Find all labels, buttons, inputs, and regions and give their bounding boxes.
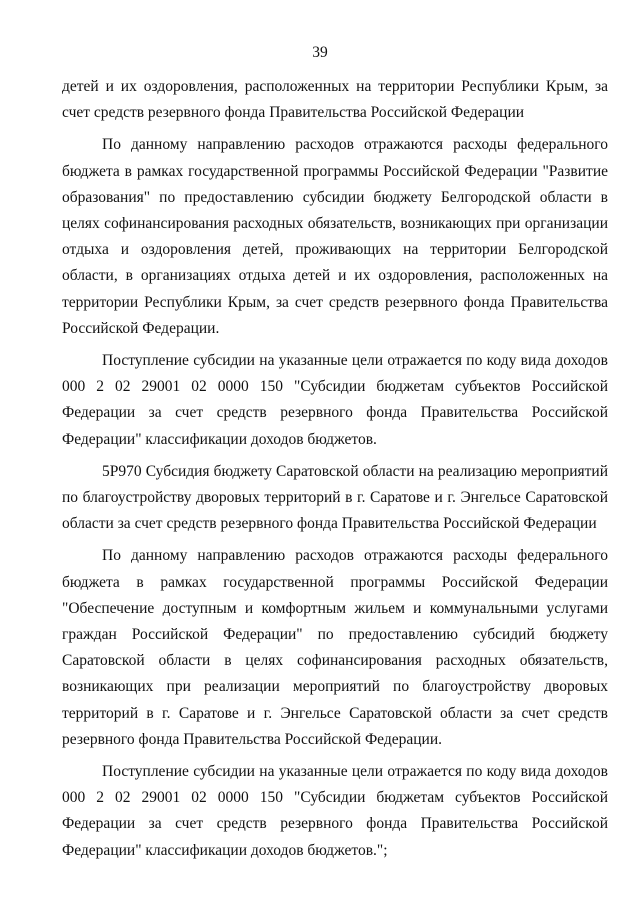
page-number: 39: [312, 44, 328, 61]
paragraph-continuation: детей и их оздоровления, расположенных на территории Республики Крым, за счет средств резервного фонда Правительства Российской Федерации: [62, 78, 608, 122]
document-body: [62, 74, 608, 864]
paragraph: Поступление субсидии на указанные цели отражается по коду вида доходов 000 2 02 29001 02 0000 150 "Субсидии бюджетам субъектов Российской Федерации за счет средств резервного фонда Правительства Российской Федерации" классификации доходов бюджетов.: [62, 352, 608, 448]
paragraph: Поступление субсидии на указанные цели отражается по коду вида доходов 000 2 02 29001 02 0000 150 "Субсидии бюджетам субъектов Российской Федерации за счет средств резервного фонда Правительства Российской Федерации" классификации доходов бюджетов.";: [62, 763, 608, 859]
paragraph: По данному направлению расходов отражаются расходы федерального бюджета в рамках государственной программы Российской Федерации "Обеспечение доступным и комфортным жильем и коммунальными услугами граждан Российской Федерации" по предоставлению субсидий бюджету Саратовской области в целях софинансирования расходных обязательств, возникающих при реализации мероприятий по благоустройству дворовых территорий в г. Саратове и г. Энгельсе Саратовской области за счет средств резервного фонда Правительства Российской Федерации.: [62, 547, 608, 748]
paragraph: По данному направлению расходов отражаются расходы федерального бюджета в рамках государственной программы Российской Федерации "Развитие образования" по предоставлению субсидии бюджету Белгородской области в целях софинансирования расходных обязательств, возникающих при организации отдыха и оздоровления детей, проживающих на территории Белгородской области, в организациях отдыха детей и их оздоровления, расположенных на территории Республики Крым, за счет средств резервного фонда Правительства Российской Федерации.: [62, 136, 608, 337]
section-heading-paragraph: 5Р970 Субсидия бюджету Саратовской области на реализацию мероприятий по благоустройству дворовых территорий в г. Саратове и г. Энгельсе Саратовской области за счет средств резервного фонда Правительства Российской Федерации: [62, 462, 608, 533]
